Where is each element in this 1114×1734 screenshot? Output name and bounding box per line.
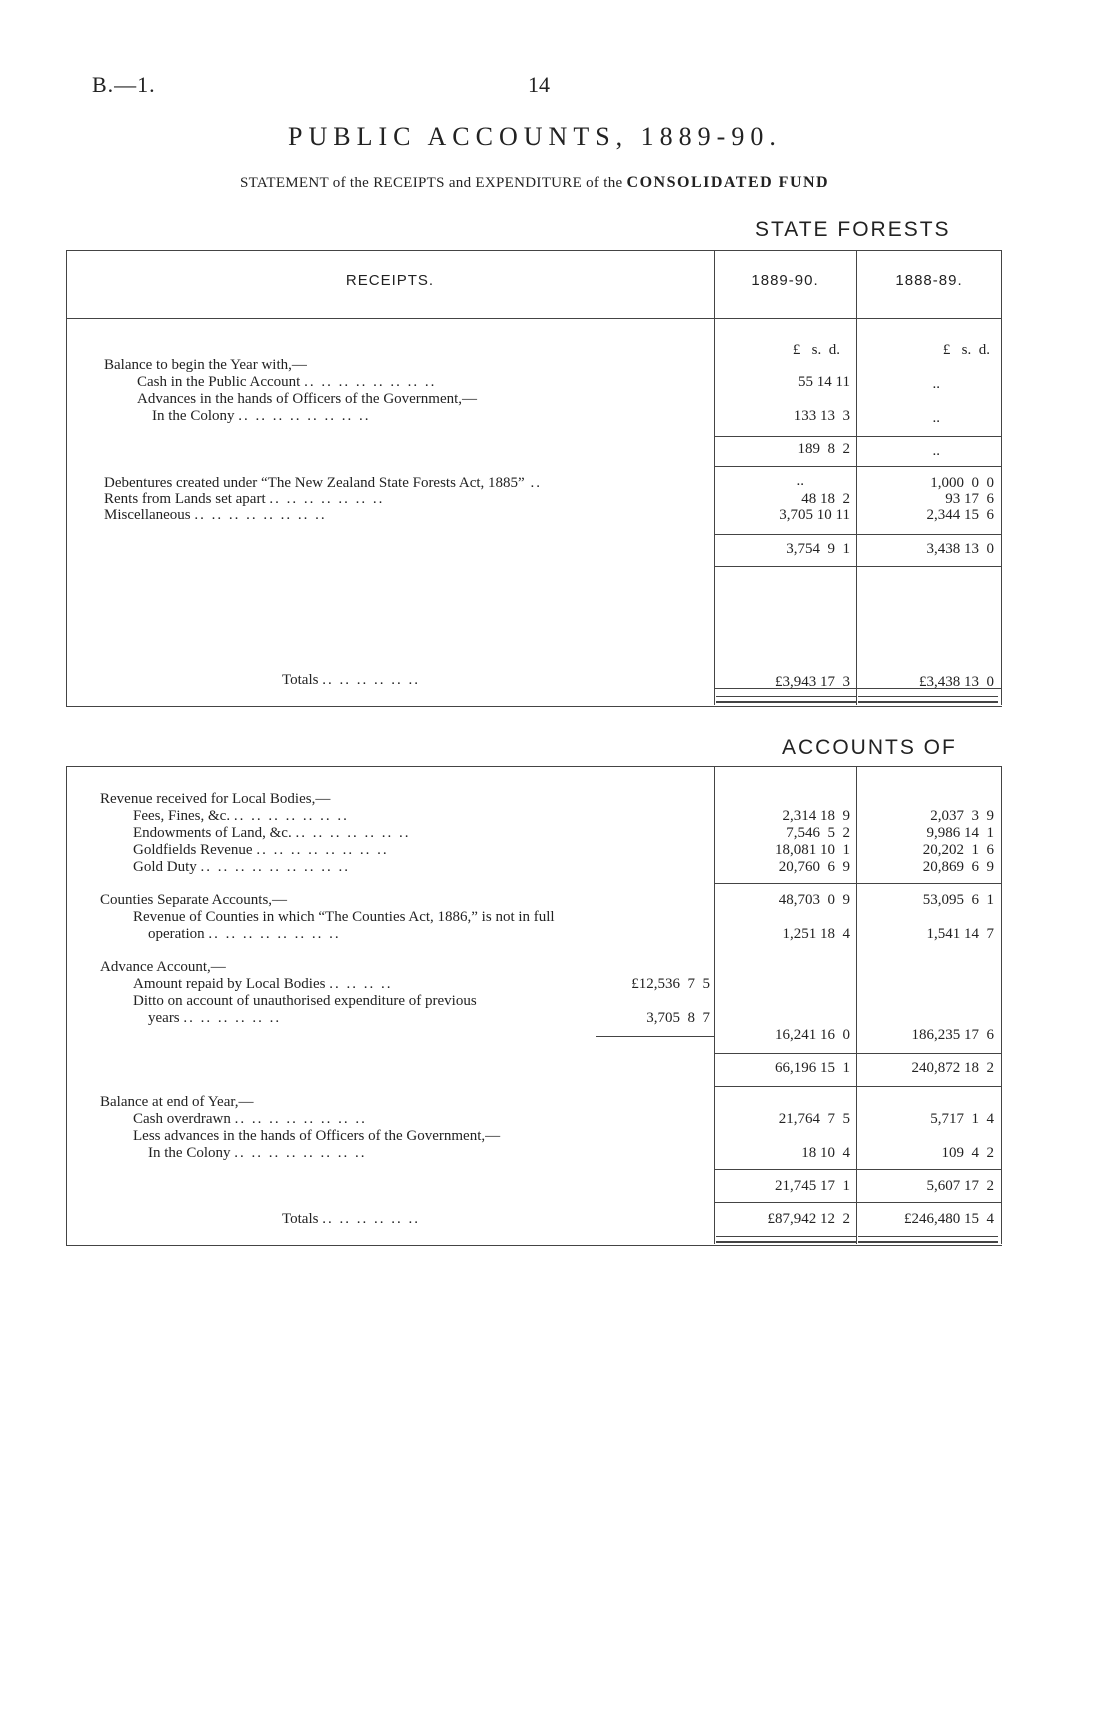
leader-dots: ..: [524, 475, 542, 491]
ao-cash-label: [133, 1111, 367, 1127]
leader-dots: .. .. .. .. .. .. ..: [233, 808, 349, 824]
ao-goldfields-1888-89: 20,202 1 6: [922, 842, 994, 858]
ao-totals-text: Totals: [282, 1211, 319, 1227]
ao-golddy-label: [133, 859, 350, 875]
leader-dots: .. .. .. .. .. .. .. ..: [304, 374, 437, 390]
ao-balance-1889-90: 21,745 17 1: [775, 1178, 850, 1194]
ao-subtotal-1889-90: 66,196 15 1: [775, 1060, 850, 1076]
ao-cash-1889-90: 21,764 7 5: [778, 1111, 850, 1127]
sf-debentures-1888-89: 1,000 0 0: [930, 475, 994, 491]
leader-dots: .. .. .. .. .. .. .. ..: [208, 926, 341, 942]
leader-dots: .. .. .. .. .. .. .. ..: [234, 1145, 367, 1161]
leader-dots: .. .. .. .. .. .. .. ..: [256, 842, 389, 858]
ao-revenue-sum-1889-90: 48,703 0 9: [778, 892, 850, 908]
leader-dots: .. .. .. .. .. .. .. ..: [194, 507, 327, 523]
ao-balance-heading: Balance at end of Year,—: [100, 1094, 254, 1110]
ao-advance-line2: Ditto on account of unauthorised expenditure of previous: [133, 993, 477, 1009]
ao-advance-heading: Advance Account,—: [100, 959, 226, 975]
unit-1889-90: £ s. d.: [792, 342, 840, 358]
sf-colony-1888-89: ..: [932, 410, 940, 426]
sf-rents-1888-89: 93 17 6: [945, 491, 994, 507]
ao-fees-1888-89: 2,037 3 9: [930, 808, 994, 824]
ao-goldfields-label: [133, 842, 389, 858]
sf-colony-text: In the Colony: [152, 408, 235, 424]
statement-subtitle: [240, 174, 829, 192]
ao-counties-heading: Counties Separate Accounts,—: [100, 892, 288, 908]
ao-counties-1888-89: 1,541 14 7: [926, 926, 994, 942]
leader-dots: .. .. .. .. .. ..: [322, 672, 420, 688]
sf-sum-1889-90: 3,754 9 1: [786, 541, 850, 557]
ao-fees-label: [133, 808, 349, 824]
ao-total-1889-90: £87,942 12 2: [767, 1211, 850, 1227]
page-number: 14: [528, 72, 550, 97]
leader-dots: .. .. .. .. .. ..: [322, 1211, 420, 1227]
ao-golddy-text: Gold Duty: [133, 859, 197, 875]
sf-totals-label: [282, 672, 420, 688]
sf-cash-1889-90: 55 14 11: [798, 374, 850, 390]
sf-colony-1889-90: 133 13 3: [793, 408, 850, 424]
ao-advance-1889-90: 16,241 16 0: [775, 1027, 850, 1043]
sf-cash-1888-89: ..: [932, 376, 940, 392]
sf-debentures-1889-90: ..: [796, 473, 804, 489]
leader-dots: .. .. .. .. .. .. ..: [295, 825, 411, 841]
ao-less-advances: Less advances in the hands of Officers of the Government,—: [133, 1128, 501, 1144]
sf-misc-text: Miscellaneous: [104, 507, 191, 523]
sf-rents-1889-90: 48 18 2: [801, 491, 850, 507]
leader-dots: .. .. .. ..: [329, 976, 393, 992]
sf-sum-1888-89: 3,438 13 0: [926, 541, 994, 557]
ao-endowments-text: Endowments of Land, &c.: [133, 825, 292, 841]
col-1889-90: 1889-90.: [751, 272, 819, 289]
sf-row-misc-label: [104, 507, 327, 523]
document-ref: B.—1.: [92, 72, 156, 97]
ao-golddy-1889-90: 20,760 6 9: [778, 859, 850, 875]
sf-misc-1889-90: 3,705 10 11: [779, 507, 850, 523]
ao-counties-line2: operation: [148, 926, 205, 942]
leader-dots: .. .. .. .. .. ..: [183, 1010, 282, 1026]
ao-advance-line3: years: [148, 1010, 180, 1026]
leader-dots: .. .. .. .. .. .. .. .. ..: [200, 859, 350, 875]
sf-row-rents-label: [104, 491, 384, 507]
leader-dots: .. .. .. .. .. .. ..: [269, 491, 385, 507]
ao-advance-line1-label: [133, 976, 392, 992]
ao-advance-line1: Amount repaid by Local Bodies: [133, 976, 326, 992]
ao-cash-1888-89: 5,717 1 4: [930, 1111, 994, 1127]
unit-1888-89: £ s. d.: [942, 342, 990, 358]
ao-endowments-1888-89: 9,986 14 1: [926, 825, 994, 841]
col-1888-89: 1888-89.: [895, 272, 963, 289]
ao-counties-1889-90: 1,251 18 4: [782, 926, 850, 942]
state-forests-heading: STATE FORESTS: [755, 218, 951, 241]
sf-misc-1888-89: 2,344 15 6: [926, 507, 994, 523]
ao-colony-label: [148, 1145, 367, 1161]
sf-totals-text: Totals: [282, 672, 319, 688]
ao-revenue-sum-1888-89: 53,095 6 1: [922, 892, 994, 908]
sf-rents-text: Rents from Lands set apart: [104, 491, 266, 507]
subtitle-fund: CONSOLIDATED FUND: [626, 174, 830, 191]
ao-totals-label: [282, 1211, 420, 1227]
accounts-of-heading: ACCOUNTS OF: [782, 736, 957, 759]
ao-total-1888-89: £246,480 15 4: [904, 1211, 994, 1227]
ao-balance-1888-89: 5,607 17 2: [926, 1178, 994, 1194]
sf-row-advances-heading: Advances in the hands of Officers of the Government,—: [137, 391, 478, 407]
sf-cash-text: Cash in the Public Account: [137, 374, 301, 390]
sf-total-1888-89: £3,438 13 0: [919, 674, 994, 690]
ao-counties-line2-label: [148, 926, 341, 942]
page-title: PUBLIC ACCOUNTS, 1889-90.: [288, 122, 782, 151]
sf-debentures-text: Debentures created under “The New Zealand State Forests Act, 1885”: [104, 475, 525, 491]
ao-revenue-heading: Revenue received for Local Bodies,—: [100, 791, 331, 807]
sf-total-1889-90: £3,943 17 3: [775, 674, 850, 690]
leader-dots: .. .. .. .. .. .. .. ..: [238, 408, 371, 424]
subtitle-prefix: STATEMENT of the RECEIPTS and EXPENDITURE of the: [240, 175, 623, 191]
ao-colony-1888-89: 109 4 2: [941, 1145, 994, 1161]
sf-row-cash-label: [137, 374, 436, 390]
leader-dots: .. .. .. .. .. .. .. ..: [234, 1111, 367, 1127]
ao-golddy-1888-89: 20,869 6 9: [922, 859, 994, 875]
ao-advance-1888-89: 186,235 17 6: [911, 1027, 994, 1043]
sf-row-debentures-label: [104, 475, 542, 491]
sf-row-balance-heading: Balance to begin the Year with,—: [104, 357, 307, 373]
ao-fees-text: Fees, Fines, &c.: [133, 808, 231, 824]
ao-goldfields-text: Goldfields Revenue: [133, 842, 253, 858]
sf-row-colony-label: [152, 408, 371, 424]
ao-advance-line3-label: [148, 1010, 281, 1026]
ao-counties-line1: Revenue of Counties in which “The Counties Act, 1886,” is not in full: [133, 909, 555, 925]
ao-cash-text: Cash overdrawn: [133, 1111, 231, 1127]
ao-fees-1889-90: 2,314 18 9: [782, 808, 850, 824]
ao-colony-text: In the Colony: [148, 1145, 231, 1161]
sf-balance-sum-1889-90: 189 8 2: [797, 441, 850, 457]
ao-advance-inner1: £12,536 7 5: [631, 976, 710, 992]
ao-endowments-1889-90: 7,546 5 2: [786, 825, 850, 841]
sf-balance-sum-1888-89: ..: [932, 443, 940, 459]
ao-advance-inner2: 3,705 8 7: [646, 1010, 710, 1026]
ao-endowments-label: [133, 825, 410, 841]
ao-colony-1889-90: 18 10 4: [801, 1145, 850, 1161]
col-receipts: RECEIPTS.: [345, 272, 435, 289]
ao-goldfields-1889-90: 18,081 10 1: [775, 842, 850, 858]
ao-subtotal-1888-89: 240,872 18 2: [911, 1060, 994, 1076]
